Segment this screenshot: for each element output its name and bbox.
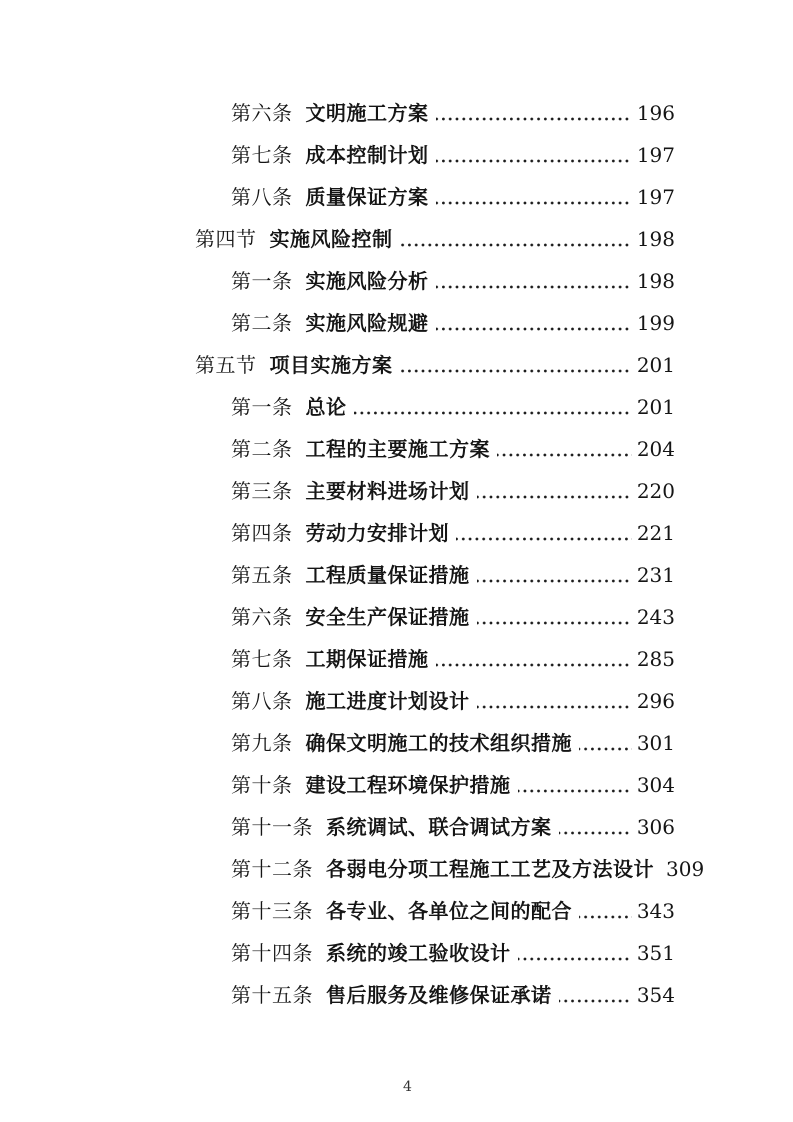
toc-entry-label: 第七条 (231, 647, 293, 671)
dot-leader (477, 705, 632, 709)
toc-entry[interactable] (0, 176, 793, 218)
dot-leader (354, 411, 632, 415)
dot-leader (579, 747, 632, 751)
toc-entry[interactable] (0, 764, 793, 806)
dot-leader (456, 537, 632, 541)
toc-entry[interactable] (0, 260, 793, 302)
toc-entry-label: 第九条 (231, 731, 293, 755)
toc-entry-label: 第五节 (195, 353, 257, 377)
toc-entry-page: 197 (636, 185, 675, 209)
toc-entry-label: 第四条 (231, 521, 293, 545)
toc-entry-page: 197 (636, 143, 675, 167)
toc-entry-title: 成本控制计划 (305, 143, 429, 167)
toc-entry-page: 301 (636, 731, 675, 755)
toc-entry-label: 第八条 (231, 689, 293, 713)
toc-entry-title: 文明施工方案 (305, 101, 429, 125)
dot-leader (436, 117, 632, 121)
dot-leader (436, 327, 632, 331)
toc-entry-label: 第十四条 (231, 941, 313, 965)
toc-entry-page: 304 (636, 773, 675, 797)
toc-entry-title: 实施风险分析 (305, 269, 429, 293)
toc-entry[interactable] (0, 470, 793, 512)
toc-entry-title: 系统的竣工验收设计 (326, 941, 511, 965)
toc-entry-title: 施工进度计划设计 (305, 689, 470, 713)
toc-entry-label: 第十二条 (231, 857, 313, 881)
toc-entry-page: 220 (636, 479, 675, 503)
dot-leader (436, 201, 632, 205)
toc-entry-label: 第一条 (231, 395, 293, 419)
toc-entry-page: 231 (636, 563, 675, 587)
toc-entry-label: 第十三条 (231, 899, 313, 923)
toc-entry[interactable] (0, 554, 793, 596)
toc-entry-page: 199 (636, 311, 675, 335)
dot-leader (559, 831, 632, 835)
toc-entry[interactable] (0, 302, 793, 344)
dot-leader (477, 621, 632, 625)
dot-leader (436, 285, 632, 289)
toc-entry-label: 第五条 (231, 563, 293, 587)
toc-entry-label: 第二条 (231, 437, 293, 461)
toc-entry-page: 198 (636, 269, 675, 293)
toc-entry-page: 196 (636, 101, 675, 125)
toc-entry-page: 306 (636, 815, 675, 839)
toc-entry-label: 第四节 (195, 227, 257, 251)
dot-leader (400, 369, 632, 373)
toc-entry[interactable] (0, 932, 793, 974)
toc-entry-page: 201 (636, 395, 675, 419)
toc-entry[interactable] (0, 680, 793, 722)
toc-entry[interactable] (0, 890, 793, 932)
toc-entry[interactable] (0, 848, 793, 890)
toc-entry[interactable] (0, 638, 793, 680)
toc-entry[interactable] (0, 806, 793, 848)
toc-entry[interactable] (0, 218, 793, 260)
toc-list (0, 92, 793, 1016)
toc-entry-title: 工程质量保证措施 (305, 563, 470, 587)
toc-entry-title: 总论 (305, 395, 347, 419)
dot-leader (400, 243, 632, 247)
toc-entry-label: 第十一条 (231, 815, 313, 839)
toc-entry-label: 第十五条 (231, 983, 313, 1007)
toc-entry-page: 309 (666, 857, 705, 881)
toc-entry-title: 安全生产保证措施 (305, 605, 470, 629)
dot-leader (477, 495, 632, 499)
dot-leader (497, 453, 632, 457)
toc-entry[interactable] (0, 722, 793, 764)
toc-entry[interactable] (0, 512, 793, 554)
toc-entry-title: 项目实施方案 (269, 353, 393, 377)
toc-entry-label: 第二条 (231, 311, 293, 335)
toc-entry[interactable] (0, 428, 793, 470)
toc-entry-title: 系统调试、联合调试方案 (326, 815, 552, 839)
toc-entry-title: 实施风险控制 (269, 227, 393, 251)
toc-entry-title: 建设工程环境保护措施 (305, 773, 511, 797)
toc-entry[interactable] (0, 344, 793, 386)
toc-entry-page: 204 (636, 437, 675, 461)
toc-entry-page: 343 (636, 899, 675, 923)
dot-leader (579, 915, 632, 919)
dot-leader (436, 663, 632, 667)
page-footer (0, 1079, 793, 1095)
toc-entry-page: 201 (636, 353, 675, 377)
toc-entry-title: 实施风险规避 (305, 311, 429, 335)
dot-leader (559, 999, 632, 1003)
toc-entry-label: 第一条 (231, 269, 293, 293)
toc-entry-label: 第七条 (231, 143, 293, 167)
toc-entry-title: 主要材料进场计划 (305, 479, 470, 503)
toc-entry-label: 第十条 (231, 773, 293, 797)
toc-entry-title: 工期保证措施 (305, 647, 429, 671)
dot-leader (436, 159, 632, 163)
toc-entry-title: 各弱电分项工程施工工艺及方法设计 (326, 857, 654, 881)
dot-leader (477, 579, 632, 583)
footer-page-number: 4 (403, 1079, 412, 1095)
toc-entry-page: 221 (636, 521, 675, 545)
toc-entry-page: 285 (636, 647, 675, 671)
toc-entry[interactable] (0, 92, 793, 134)
toc-entry-page: 351 (636, 941, 675, 965)
toc-entry-label: 第六条 (231, 101, 293, 125)
toc-entry[interactable] (0, 596, 793, 638)
toc-entry[interactable] (0, 134, 793, 176)
toc-entry-label: 第三条 (231, 479, 293, 503)
toc-entry-page: 198 (636, 227, 675, 251)
toc-entry-page: 354 (636, 983, 675, 1007)
toc-entry-title: 劳动力安排计划 (305, 521, 449, 545)
toc-entry[interactable] (0, 974, 793, 1016)
toc-entry-title: 各专业、各单位之间的配合 (326, 899, 572, 923)
dot-leader (518, 957, 632, 961)
toc-entry-label: 第八条 (231, 185, 293, 209)
toc-entry-title: 工程的主要施工方案 (305, 437, 490, 461)
toc-entry-page: 296 (636, 689, 675, 713)
toc-entry[interactable] (0, 386, 793, 428)
toc-entry-label: 第六条 (231, 605, 293, 629)
dot-leader (518, 789, 632, 793)
toc-entry-title: 质量保证方案 (305, 185, 429, 209)
toc-entry-title: 售后服务及维修保证承诺 (326, 983, 552, 1007)
toc-entry-title: 确保文明施工的技术组织措施 (305, 731, 572, 755)
toc-entry-page: 243 (636, 605, 675, 629)
